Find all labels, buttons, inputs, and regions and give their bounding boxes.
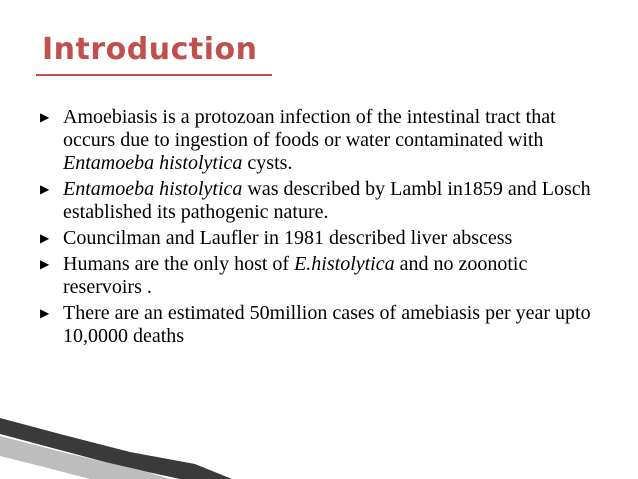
bullet-item [40,302,610,348]
bullet-italic-text: Entamoeba histolytica [63,152,243,174]
bullet-item [40,178,610,224]
bullet-italic-text: Entamoeba histolytica [63,178,243,200]
bullet-italic-text: E.histolytica [294,253,395,275]
right-pointing-triangle-bullet-icon: ▶ [40,306,50,320]
bullet-text: Amoebiasis is a protozoan infection of the intestinal tract that occurs due to ingestion of foods or water contaminated with [63,106,556,151]
bullet-item [40,106,610,175]
title-underline [36,74,272,76]
bullet-text: was described by Lambl in1859 and Losch established its pathogenic nature. [63,178,591,223]
right-pointing-triangle-bullet-icon: ▶ [40,231,50,245]
bullet-text: Humans are the only host of [63,253,295,275]
bullet-list [40,106,610,351]
right-pointing-triangle-bullet-icon: ▶ [40,110,50,124]
bullet-text: and no zoonotic reservoirs . [63,253,528,298]
right-pointing-triangle-bullet-icon: ▶ [40,257,50,271]
bullet-item [40,253,610,299]
slide-title: Introduction [42,32,258,67]
bullet-text: Councilman and Laufler in 1981 described liver abscess [63,227,513,249]
right-pointing-triangle-bullet-icon: ▶ [40,182,50,196]
bullet-text: There are an estimated 50million cases of amebiasis per year upto 10,0000 deaths [63,302,591,347]
swoosh-decoration [0,400,240,479]
bullet-text: cysts. [242,152,293,174]
bullet-item [40,227,610,250]
